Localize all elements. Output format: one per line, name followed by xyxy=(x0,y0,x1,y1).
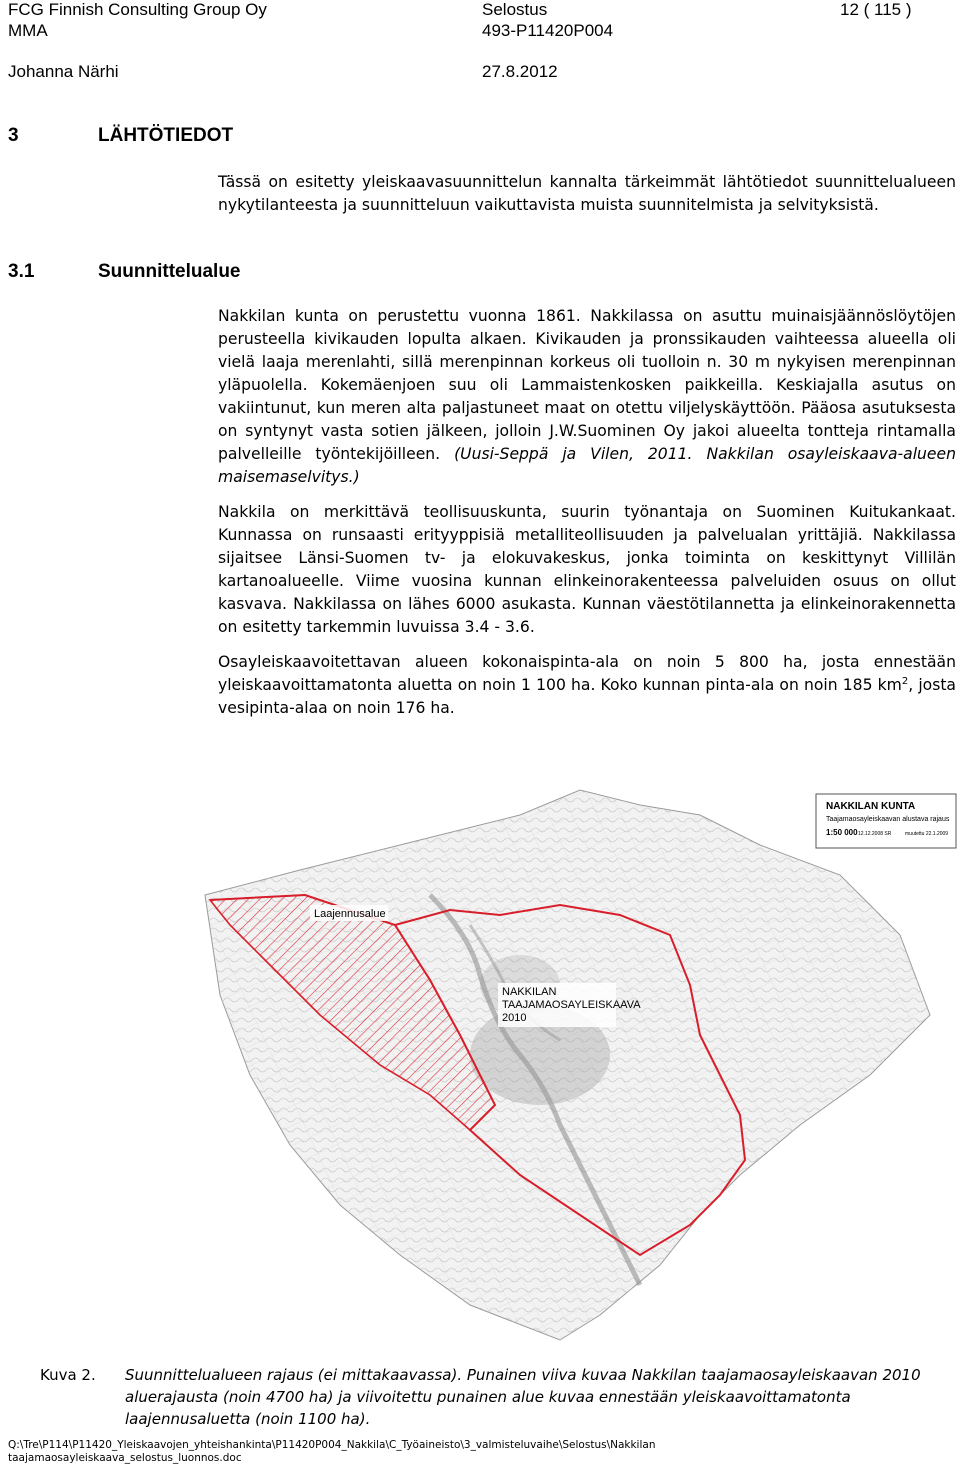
paragraph-history-text: Nakkilan kunta on perustettu vuonna 1861. Nakkilassa on asuttu muinaisjäännöslöytöjen perusteella kivikauden lopulta alkaen. Kivikauden ja pronssikauden vaihteessa alueella oli vielä laaja merenlahti, sillä merenpinnan korkeus oli tuolloin n. 30 m nykyisen merenpinnan yläpuolella. Kokemäenjoen suu oli Lammaistenkosken paikkeilla. Keskiajalla asutus on vakiintunut, kun meren alta paljastuneet maat on otettu viljelyskäyttöön. Pääosa asutuksesta on syntynyt vasta sotien jälkeen, jolloin J.W.Suominen Oy jakoi alueelta tontteja rintamalla palvelleille työntekijöilleen. xyxy=(218,307,956,463)
section-31-body xyxy=(218,305,956,720)
map-legend-box xyxy=(816,794,956,848)
map-label-plan-3: 2010 xyxy=(502,1012,527,1024)
paragraph-history xyxy=(218,305,956,489)
paragraph-area xyxy=(218,651,956,720)
paragraph-history-reference: (Uusi-Seppä ja Vilen, 2011. Nakkilan osayleiskaava-alueen maisemaselvitys.) xyxy=(218,445,956,486)
legend-title: NAKKILAN KUNTA xyxy=(826,801,916,812)
paragraph-area-text-a: Osayleiskaavoitettavan alueen kokonaispinta-ala on noin 5 800 ha, josta ennestään yleiskaavoittamatonta aluetta on noin 1 100 ha. Koko kunnan pinta-ala on noin 185 km xyxy=(218,653,956,694)
map-image xyxy=(0,785,960,1350)
paragraph-area-superscript: 2 xyxy=(901,675,909,687)
header-page-number: 12 ( 115 ) xyxy=(840,0,912,19)
map-figure xyxy=(0,785,960,1350)
header-date: 27.8.2012 xyxy=(482,62,558,81)
header-dept: MMA xyxy=(8,21,48,40)
legend-subtitle: Taajamaosayleiskaavan alustava rajaus xyxy=(826,816,950,823)
map-label-plan-1: NAKKILAN xyxy=(502,986,557,998)
map-label-plan-2: TAAJAMAOSAYLEISKAAVA xyxy=(502,999,641,1011)
section-31-title: Suunnittelualue xyxy=(98,261,241,282)
header-doc-code: 493-P11420P004 xyxy=(482,21,614,40)
section-3-number: 3 xyxy=(8,125,19,146)
legend-date: 12.12.2008 SR xyxy=(858,831,892,837)
caption-label: Kuva 2. xyxy=(40,1366,96,1384)
section-3-intro xyxy=(218,171,956,217)
legend-modified: muutettu 22.1.2009 xyxy=(905,831,949,837)
header-company: FCG Finnish Consulting Group Oy xyxy=(8,0,267,19)
caption-text-b: Punainen viiva kuvaa Nakkilan taajamaosayleiskaavan 2010 aluerajausta (noin 4700 ha) ja viivoitettu punainen alue kuvaa ennestään yleiskaavoittamatonta laajennusaluetta (noin 1100 ha). xyxy=(125,1366,921,1428)
caption-text-a: Suunnittelualueen rajaus (ei mittakaavassa). xyxy=(125,1366,467,1384)
header-doc-type: Selostus xyxy=(482,0,548,19)
section-31-number: 3.1 xyxy=(8,261,35,282)
paragraph-industry: Nakkila on merkittävä teollisuuskunta, suurin työnantaja on Suominen Kuitukankaat. Kunnassa on runsaasti erityyppisiä metalliteollisuuden ja palvelualan yrittäjiä. Nakkilassa sijaitsee Länsi-Suomen tv- ja elokuvakeskus, jonka toiminta on keskittynyt Villilän kartanoalueelle. Viime vuosina kunnan elinkeinorakenteessa palveluiden osuus on ollut kasvava. Nakkilassa on lähes 6000 asukasta. Kunnan väestötilannetta ja elinkeinorakennetta on esitetty tarkemmin luvuissa 3.4 - 3.6. xyxy=(218,503,956,636)
caption-text xyxy=(125,1364,955,1430)
legend-scale: 1:50 000 xyxy=(826,828,858,837)
intro-paragraph: Tässä on esitetty yleiskaavasuunnittelun kannalta tärkeimmät lähtötiedot suunnittelualueen nykytilanteesta ja suunnitteluun vaikuttavista muista suunnitelmista ja selvityksistä. xyxy=(218,173,956,214)
section-3-title: LÄHTÖTIEDOT xyxy=(98,125,234,146)
paragraph-area-text-b: , josta vesipinta-alaa on noin 176 ha. xyxy=(218,676,956,717)
footer-path-2: taajamaosayleiskaava_selostus_luonnos.doc xyxy=(8,1452,242,1464)
header-author: Johanna Närhi xyxy=(8,62,119,81)
footer-path-1: Q:\Tre\P114\P11420_Yleiskaavojen_yhteishankinta\P11420P004_Nakkila\C_Työaineisto\3_valmisteluvaihe\Selostus\Nakkilan xyxy=(8,1439,656,1451)
map-label-expansion: Laajennusalue xyxy=(314,908,386,920)
